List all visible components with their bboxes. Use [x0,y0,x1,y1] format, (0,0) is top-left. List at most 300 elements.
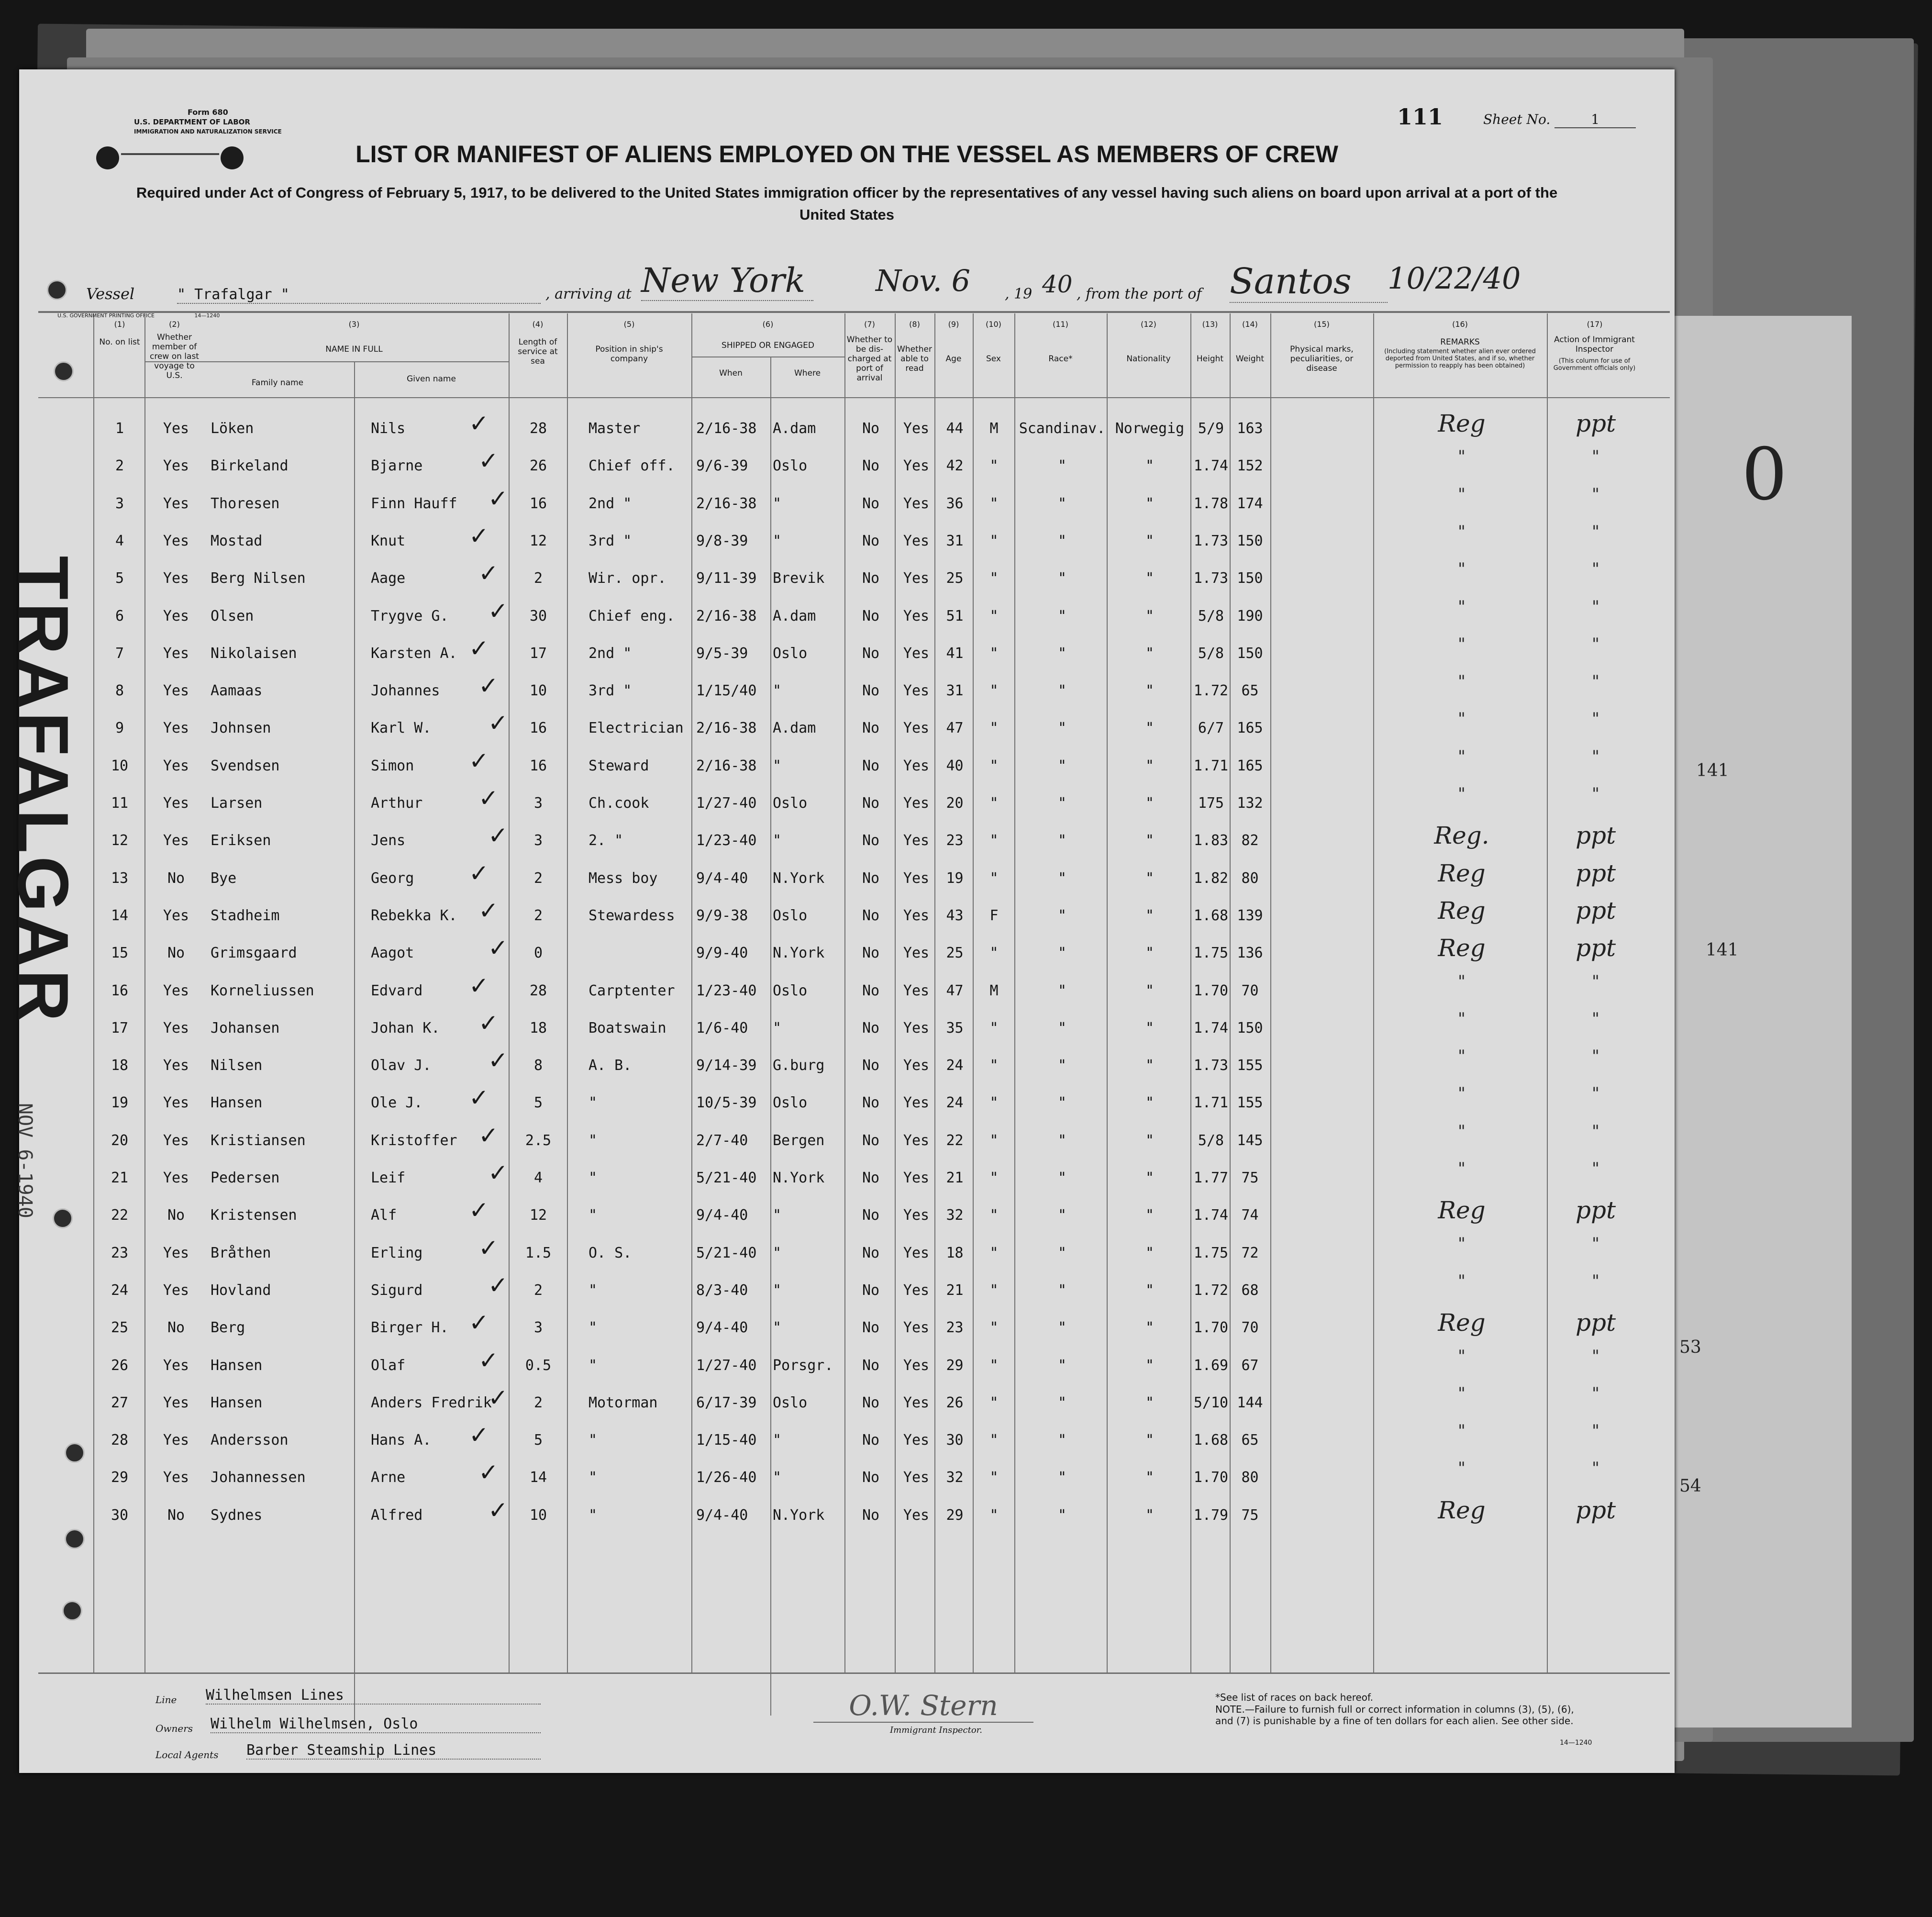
shipped-where: " [773,1319,782,1337]
inspector-action: " [1592,1121,1599,1141]
able-to-read: Yes [903,1357,930,1374]
able-to-read: Yes [903,982,930,999]
shipped-when: 5/21-40 [696,1170,757,1186]
position: 2nd " [588,645,632,662]
weight: 139 [1237,907,1263,924]
shipped-when: 1/23-40 [696,832,757,849]
shipped-when: 9/5-39 [696,645,748,662]
discharged: No [862,1394,880,1411]
given-name: Georg [371,869,414,887]
weight: 70 [1241,1319,1259,1337]
row-number: 9 [115,720,124,737]
inspector-action: ppt [1575,1196,1616,1225]
row-number: 6 [115,607,124,624]
column-number: (17) [1587,320,1603,329]
inspector-action: ppt [1575,896,1616,925]
family-name: Andersson [211,1432,289,1449]
shipped-where: Oslo [773,982,808,999]
shipped-when: 5/21-40 [696,1244,757,1261]
weight: 155 [1237,1057,1263,1074]
check-mark-icon: ✓ [488,597,508,625]
column-header-physical: Physical marks, peculiarities, or disease [1290,345,1354,373]
shipped-when: 9/8-39 [696,532,748,549]
family-name: Eriksen [211,832,271,849]
position: " [588,1506,598,1524]
inspector-action: " [1592,1271,1599,1291]
check-mark-icon: ✓ [478,1459,499,1487]
able-to-read: Yes [903,832,930,849]
check-mark-icon: ✓ [469,859,489,887]
shipped-when: 9/4-40 [696,1319,748,1337]
row-number: 25 [111,1319,129,1337]
year-prefix: , 19 [1005,286,1033,302]
inspector-action: " [1592,1421,1599,1441]
family-name: Larsen [211,795,263,812]
position: 2nd " [588,495,632,512]
nationality: " [1145,1207,1155,1224]
height: 1.72 [1193,682,1229,700]
weight: 145 [1237,1132,1263,1149]
given-name: Rebekka K. [371,907,457,924]
age: 32 [946,1469,964,1486]
column-header-age: Age [945,354,962,364]
arriving-at: New York [641,261,813,301]
position: " [588,1132,598,1149]
family-name: Pedersen [211,1170,280,1186]
able-to-read: Yes [903,1057,930,1074]
service-years: 2 [533,1282,543,1299]
remarks: " [1458,1084,1466,1103]
race: " [1057,907,1067,924]
prev-voyage: Yes [163,420,189,437]
family-name: Nikolaisen [211,645,297,662]
inspector-action: " [1592,1159,1599,1178]
service-years: 5 [533,1432,543,1449]
remarks: " [1458,447,1466,467]
side-mark: 141 [1696,761,1729,780]
sex: " [989,1319,999,1337]
position: " [588,1207,598,1224]
race: " [1057,757,1067,774]
remarks: Reg [1438,410,1486,437]
discharged: No [862,1357,880,1374]
age: 43 [946,907,964,924]
position: Electrician [588,720,684,737]
prev-voyage: Yes [163,1282,189,1299]
inspector-action: " [1592,1234,1599,1253]
column-header-discharged: Whether to be dis-charged at port of arrival [846,335,893,383]
position: Boatswain [588,1019,666,1037]
discharged: No [862,607,880,624]
sheet-value: 1 [1554,111,1636,128]
given-name: Aage [371,570,406,587]
shipped-where: N.York [773,1170,825,1186]
row-number: 27 [111,1394,129,1411]
column-header-read: Whether able to read [897,345,932,373]
race: Scandinav. [1019,420,1106,437]
column-header-no: No. on list [99,337,140,347]
race: " [1057,1132,1067,1149]
arriving-label: , arriving at [545,286,632,302]
family-name: Löken [211,420,254,437]
printing-code-text: 14—1240 [194,312,220,319]
discharged: No [862,1319,880,1337]
row-number: 14 [111,907,129,924]
column-header-name: NAME IN FULL [325,345,383,354]
able-to-read: Yes [903,570,930,587]
nationality: " [1145,1506,1155,1524]
column-header-race: Race* [1048,354,1073,364]
shipped-where: Oslo [773,907,808,924]
sex: " [989,1094,999,1112]
prev-voyage: Yes [163,757,189,774]
prev-voyage: Yes [163,907,189,924]
service-years: 3 [533,832,543,849]
age: 19 [946,869,964,887]
age: 26 [946,1394,964,1411]
given-name: Arne [371,1469,406,1486]
prev-voyage: Yes [163,495,189,512]
sex: " [989,757,999,774]
sex: " [989,945,999,962]
age: 21 [946,1170,964,1186]
prev-voyage: Yes [163,1432,189,1449]
column-number: (10) [986,320,1001,329]
sex: " [989,1019,999,1037]
shipped-where: " [773,1244,782,1261]
column-header-when: When [719,368,743,378]
nationality: " [1145,645,1155,662]
margin-date-stamp: NOV 6-1940 [14,1103,36,1218]
discharged: No [862,982,880,999]
family-name: Aamaas [211,682,263,700]
shipped-when: 1/27-40 [696,1357,757,1374]
height: 5/8 [1198,645,1224,662]
height: 1.69 [1193,1357,1229,1374]
able-to-read: Yes [903,457,930,475]
position: " [588,1432,598,1449]
check-mark-icon: ✓ [469,1084,489,1112]
weight: 165 [1237,757,1263,774]
column-number: (4) [532,320,544,329]
family-name: Hansen [211,1357,263,1374]
nationality: " [1145,832,1155,849]
weight: 65 [1241,1432,1259,1449]
given-name: Knut [371,532,406,549]
nationality: " [1145,532,1155,549]
shipped-where: A.dam [773,420,816,437]
row-number: 26 [111,1357,129,1374]
check-mark-icon: ✓ [469,1196,489,1225]
weight: 155 [1237,1094,1263,1112]
remarks: Reg [1438,859,1486,887]
given-name: Anders Fredrik [371,1394,492,1411]
age: 22 [946,1132,964,1149]
bureau-text: IMMIGRATION AND NATURALIZATION SERVICE [134,128,282,135]
check-mark-icon: ✓ [488,1496,508,1524]
discharged: No [862,1132,880,1149]
weight: 150 [1237,645,1263,662]
family-name: Mostad [211,532,263,549]
prev-voyage: Yes [163,1057,189,1074]
position: Ch.cook [588,795,649,812]
weight: 65 [1241,682,1259,700]
nationality: " [1145,982,1155,999]
race: " [1057,1394,1067,1411]
weight: 150 [1237,532,1263,549]
service-years: 26 [529,457,547,475]
position: Wir. opr. [588,570,666,587]
sex: F [989,907,999,924]
prev-voyage: Yes [163,645,189,662]
row-number: 22 [111,1207,129,1224]
nationality: " [1145,1282,1155,1299]
discharged: No [862,795,880,812]
given-name: Trygve G. [371,607,449,624]
inspector-action: " [1592,559,1599,579]
column-header-given-name: Given name [407,374,456,384]
prev-voyage: No [167,869,185,887]
able-to-read: Yes [903,1432,930,1449]
service-years: 1.5 [525,1244,552,1261]
able-to-read: Yes [903,682,930,700]
form-number-text: Form 680 [187,108,228,117]
given-name: Sigurd [371,1282,423,1299]
position: Master [588,420,641,437]
inspector-action: ppt [1575,1309,1616,1337]
age: 40 [946,757,964,774]
row-number: 29 [111,1469,129,1486]
shipped-when: 2/7-40 [696,1132,748,1149]
row-number: 20 [111,1132,129,1149]
shipped-where: G.burg [773,1057,825,1074]
given-name: Johan K. [371,1019,440,1037]
remarks: Reg [1438,1196,1486,1225]
family-name: Kristiansen [211,1132,306,1149]
service-years: 4 [533,1170,543,1186]
shipped-where: " [773,682,782,700]
able-to-read: Yes [903,607,930,624]
shipped-where: " [773,832,782,849]
agents-value: Barber Steamship Lines [246,1742,541,1760]
race: " [1057,795,1067,812]
service-years: 10 [529,682,547,700]
remarks: " [1458,1047,1466,1066]
service-years: 16 [529,495,547,512]
column-header-action-note: (This column for use of Government officials only) [1553,357,1636,372]
prev-voyage: Yes [163,1132,189,1149]
check-mark-icon: ✓ [478,784,499,812]
service-years: 30 [529,607,547,624]
race: " [1057,945,1067,962]
check-mark-icon: ✓ [488,1383,508,1412]
prev-voyage: Yes [163,1019,189,1037]
check-mark-icon: ✓ [488,1271,508,1299]
discharged: No [862,907,880,924]
shipped-where: Porsgr. [773,1357,833,1374]
position: " [588,1282,598,1299]
shipped-where: Oslo [773,795,808,812]
service-years: 2 [533,1394,543,1411]
remarks: " [1458,1234,1466,1253]
inspector-label: Immigrant Inspector. [890,1725,983,1735]
remarks: " [1458,522,1466,541]
discharged: No [862,570,880,587]
race: " [1057,1170,1067,1186]
sex: " [989,795,999,812]
discharged: No [862,1432,880,1449]
nationality: " [1145,570,1155,587]
family-name: Stadheim [211,907,280,924]
weight: 70 [1241,982,1259,999]
given-name: Kristoffer [371,1132,457,1149]
family-name: Berg [211,1319,245,1337]
shipped-when: 2/16-38 [696,607,757,624]
prev-voyage: Yes [163,832,189,849]
discharged: No [862,1170,880,1186]
table-row [19,1496,1675,1540]
given-name: Bjarne [371,457,423,475]
printing-office-text: U.S. GOVERNMENT PRINTING OFFICE [57,312,155,319]
height: 5/8 [1198,1132,1224,1149]
weight: 136 [1237,945,1263,962]
race: " [1057,1207,1067,1224]
weight: 82 [1241,832,1259,849]
punch-hole [47,280,67,300]
position: A. B. [588,1057,632,1074]
age: 24 [946,1094,964,1112]
check-mark-icon: ✓ [478,896,499,925]
column-number: (14) [1242,320,1258,329]
remarks: " [1458,747,1466,766]
height: 5/8 [1198,607,1224,624]
vessel-line [86,285,134,303]
table-top-rule [38,311,1670,313]
position: 3rd " [588,532,632,549]
able-to-read: Yes [903,869,930,887]
shipped-when: 2/16-38 [696,495,757,512]
row-number: 16 [111,982,129,999]
given-name: Olaf [371,1357,406,1374]
shipped-when: 1/6-40 [696,1019,748,1037]
side-mark: 141 [1706,940,1739,960]
height: 1.70 [1193,982,1229,999]
family-name: Korneliussen [211,982,314,999]
service-years: 8 [533,1057,543,1074]
height: 1.71 [1193,1094,1229,1112]
position: Stewardess [588,907,675,924]
weight: 67 [1241,1357,1259,1374]
weight: 144 [1237,1394,1263,1411]
check-mark-icon: ✓ [469,971,489,1000]
discharged: No [862,1019,880,1037]
inspector-action: " [1592,1084,1599,1103]
row-number: 3 [115,495,124,512]
given-name: Aagot [371,945,414,962]
prev-voyage: Yes [163,1170,189,1186]
given-name: Nils [371,420,406,437]
shipped-when: 1/27-40 [696,795,757,812]
inspector-action: " [1592,447,1599,467]
race: " [1057,1469,1067,1486]
race: " [1057,570,1067,587]
height: 5/9 [1198,420,1224,437]
family-name: Nilsen [211,1057,263,1074]
shipped-when: 1/26-40 [696,1469,757,1486]
check-mark-icon: ✓ [478,672,499,700]
weight: 80 [1241,869,1259,887]
nationality: " [1145,1319,1155,1337]
race: " [1057,607,1067,624]
height: 1.74 [1193,1019,1229,1037]
service-years: 14 [529,1469,547,1486]
row-number: 23 [111,1244,129,1261]
able-to-read: Yes [903,1469,930,1486]
height: 6/7 [1198,720,1224,737]
shipped-where: " [773,532,782,549]
able-to-read: Yes [903,495,930,512]
remarks: " [1458,559,1466,579]
age: 20 [946,795,964,812]
race: " [1057,720,1067,737]
shipped-when: 9/4-40 [696,1207,748,1224]
column-header-remarks-note: (Including statement whether alien ever ordered deported from United States, and if so, whether permission to reapply has been obtained) [1384,348,1536,369]
position: " [588,1170,598,1186]
height: 5/10 [1193,1394,1229,1411]
able-to-read: Yes [903,795,930,812]
service-years: 12 [529,1207,547,1224]
service-years: 0 [533,945,543,962]
position: " [588,1319,598,1337]
shipped-when: 1/15/40 [696,682,757,700]
prev-voyage: Yes [163,1394,189,1411]
check-mark-icon: ✓ [488,709,508,737]
given-name: Birger H. [371,1319,449,1337]
race: " [1057,457,1067,475]
discharged: No [862,1506,880,1524]
discharged: No [862,420,880,437]
column-header-position: Position in ship's company [595,345,663,364]
nationality: " [1145,1170,1155,1186]
shipped-where: N.York [773,945,825,962]
remarks: Reg [1438,934,1486,962]
row-number: 1 [115,420,124,437]
column-number: (9) [948,320,959,329]
inspector-action: " [1592,672,1599,691]
weight: 68 [1241,1282,1259,1299]
row-number: 2 [115,457,124,475]
remarks: " [1458,784,1466,803]
check-mark-icon: ✓ [478,559,499,588]
row-number: 13 [111,869,129,887]
remarks: " [1458,709,1466,729]
discharged: No [862,457,880,475]
race: " [1057,495,1067,512]
prev-voyage: Yes [163,532,189,549]
prev-voyage: Yes [163,1094,189,1112]
table-bottom-rule [38,1672,1670,1674]
row-number: 28 [111,1432,129,1449]
shipped-where: Oslo [773,645,808,662]
punch-hole [62,1601,82,1621]
position: Motorman [588,1394,658,1411]
discharged: No [862,645,880,662]
height: 1.74 [1193,457,1229,475]
sex: " [989,1244,999,1261]
remarks: " [1458,1009,1466,1028]
shipped-where: Oslo [773,1394,808,1411]
weight: 75 [1241,1506,1259,1524]
